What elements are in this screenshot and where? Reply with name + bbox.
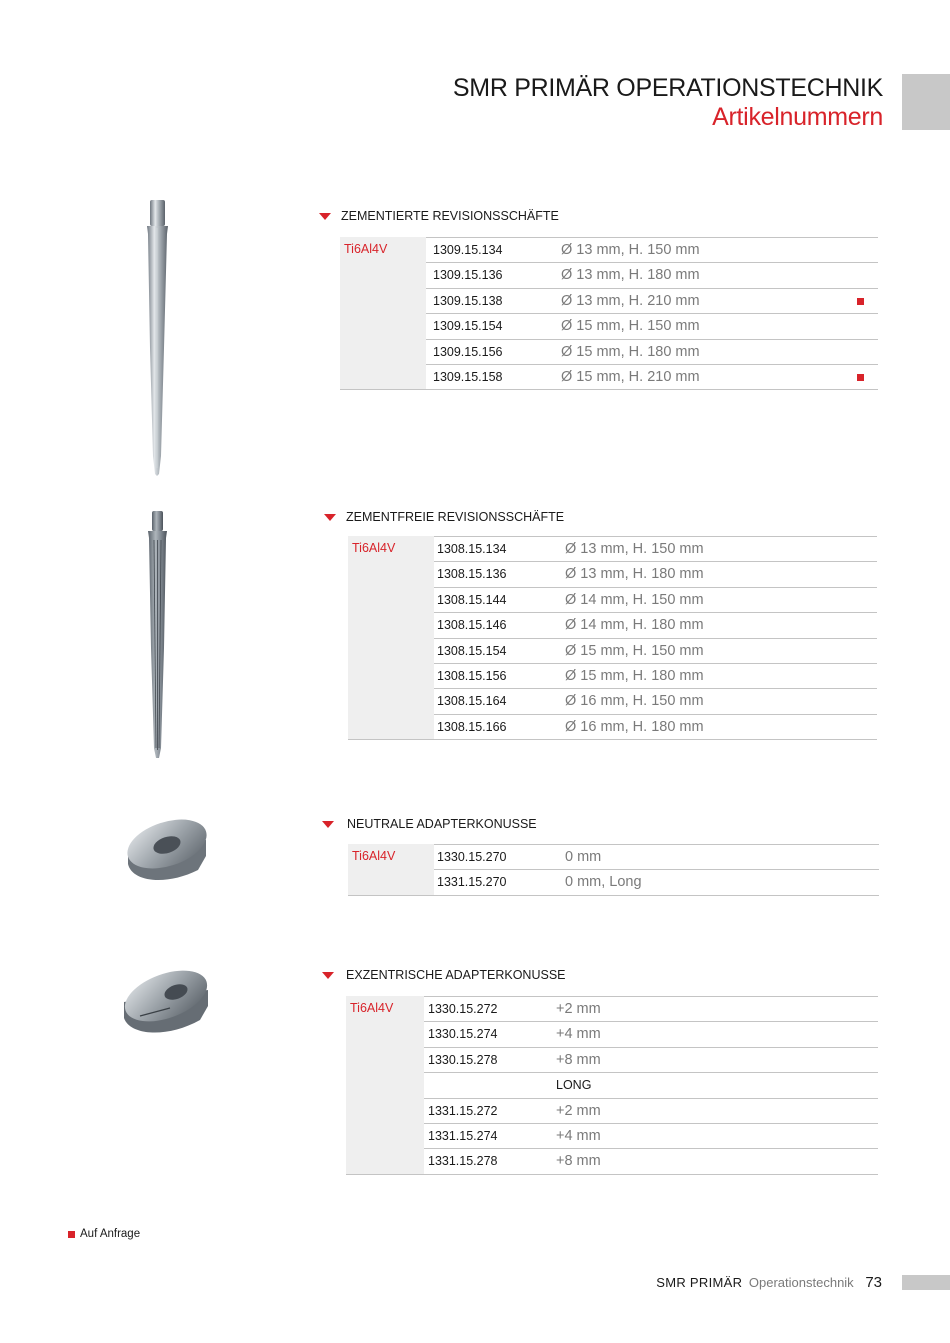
article-description: +8 mm bbox=[556, 1153, 601, 1170]
article-number: 1331.15.278 bbox=[428, 1154, 498, 1169]
section-title: NEUTRALE ADAPTERKONUSSE bbox=[347, 817, 537, 831]
table-row bbox=[426, 237, 878, 262]
eccentric-adapter-image bbox=[118, 966, 214, 1040]
article-number: 1309.15.154 bbox=[433, 319, 503, 334]
article-table bbox=[348, 536, 877, 740]
cemented-stem-image bbox=[138, 198, 178, 480]
table-row bbox=[434, 869, 879, 894]
article-description: Ø 16 mm, H. 180 mm bbox=[565, 718, 704, 735]
section-heading bbox=[322, 968, 566, 982]
article-number: 1309.15.156 bbox=[433, 344, 503, 359]
table-row bbox=[426, 313, 878, 338]
triangle-marker-icon bbox=[322, 972, 334, 979]
table-row bbox=[424, 1047, 878, 1072]
article-description: Ø 13 mm, H. 180 mm bbox=[565, 566, 704, 583]
table-row bbox=[434, 844, 879, 869]
table-row bbox=[424, 1098, 878, 1123]
legend bbox=[68, 1228, 140, 1240]
article-table bbox=[348, 844, 879, 896]
cementless-stem-image bbox=[140, 508, 176, 762]
table-row bbox=[434, 561, 877, 586]
material-label: Ti6Al4V bbox=[350, 1001, 394, 1015]
material-column bbox=[340, 237, 426, 389]
article-description: Ø 15 mm, H. 210 mm bbox=[561, 369, 700, 385]
article-number: 1308.15.134 bbox=[437, 542, 507, 556]
article-number: 1331.15.272 bbox=[428, 1103, 498, 1118]
section-title: EXZENTRISCHE ADAPTERKONUSSE bbox=[346, 968, 566, 982]
table-row bbox=[426, 262, 878, 287]
section-heading bbox=[322, 817, 537, 831]
page-title: SMR PRIMÄR OPERATIONSTECHNIK bbox=[452, 74, 883, 102]
on-request-marker-icon bbox=[857, 374, 864, 381]
table-row bbox=[434, 638, 877, 663]
material-label: Ti6Al4V bbox=[352, 541, 396, 555]
section-cementless-stems bbox=[324, 510, 879, 742]
section-heading bbox=[319, 209, 559, 223]
article-description: Ø 13 mm, H. 150 mm bbox=[565, 541, 704, 557]
triangle-marker-icon bbox=[324, 514, 336, 521]
section-neutral-adapters bbox=[322, 817, 880, 897]
article-description: 0 mm, Long bbox=[565, 874, 642, 891]
article-description: Ø 16 mm, H. 150 mm bbox=[565, 693, 704, 710]
table-row bbox=[434, 536, 877, 561]
page-subtitle: Artikelnummern bbox=[712, 103, 883, 131]
article-number: 1308.15.164 bbox=[437, 694, 507, 709]
article-number: 1331.15.270 bbox=[437, 875, 507, 890]
article-description: Ø 14 mm, H. 180 mm bbox=[565, 617, 704, 634]
article-number: 1308.15.144 bbox=[437, 592, 507, 607]
table-subheading-row bbox=[424, 1072, 878, 1097]
article-number: 1308.15.156 bbox=[437, 669, 507, 683]
article-description: Ø 15 mm, H. 180 mm bbox=[561, 343, 700, 360]
article-number: 1309.15.138 bbox=[433, 293, 503, 308]
triangle-marker-icon bbox=[322, 821, 334, 828]
table-row bbox=[434, 612, 877, 637]
section-title: ZEMENTFREIE REVISIONSSCHÄFTE bbox=[346, 510, 565, 524]
article-description: Ø 14 mm, H. 150 mm bbox=[565, 591, 704, 608]
page-number: 73 bbox=[865, 1274, 882, 1291]
article-number: 1331.15.274 bbox=[428, 1129, 498, 1143]
triangle-marker-icon bbox=[319, 213, 331, 220]
table-row bbox=[426, 339, 878, 364]
table-row bbox=[424, 996, 878, 1021]
table-row bbox=[434, 587, 877, 612]
article-description: Ø 13 mm, H. 180 mm bbox=[561, 267, 700, 284]
material-label: Ti6Al4V bbox=[344, 242, 388, 256]
material-column bbox=[348, 536, 434, 739]
article-number: 1330.15.274 bbox=[428, 1027, 498, 1042]
article-description: Ø 15 mm, H. 180 mm bbox=[565, 668, 704, 684]
section-heading bbox=[324, 510, 564, 524]
article-number: 1330.15.278 bbox=[428, 1052, 498, 1067]
table-row bbox=[424, 1123, 878, 1148]
article-number: 1330.15.272 bbox=[428, 1002, 498, 1016]
table-row bbox=[426, 364, 878, 389]
section-cemented-stems bbox=[319, 209, 879, 391]
footer-tab bbox=[902, 1275, 950, 1290]
article-description: 0 mm bbox=[565, 849, 602, 865]
on-request-marker-icon bbox=[857, 298, 864, 305]
article-number: 1330.15.270 bbox=[437, 850, 507, 864]
footer-section: Operationstechnik bbox=[748, 1275, 854, 1290]
article-number: 1308.15.154 bbox=[437, 643, 507, 658]
page-footer bbox=[656, 1274, 882, 1291]
article-number: 1308.15.146 bbox=[437, 618, 507, 633]
table-row bbox=[434, 714, 877, 739]
article-description: +8 mm bbox=[556, 1051, 601, 1068]
corner-tab bbox=[902, 74, 950, 130]
article-number: 1308.15.136 bbox=[437, 567, 507, 582]
section-eccentric-adapters bbox=[322, 968, 880, 1176]
material-column bbox=[348, 844, 434, 895]
material-label: Ti6Al4V bbox=[352, 849, 396, 863]
article-description: Ø 15 mm, H. 150 mm bbox=[561, 318, 700, 335]
article-number: 1308.15.166 bbox=[437, 719, 507, 734]
article-number: 1309.15.136 bbox=[433, 268, 503, 283]
article-number: 1309.15.158 bbox=[433, 370, 503, 384]
article-description: Ø 13 mm, H. 210 mm bbox=[561, 292, 700, 309]
table-row bbox=[426, 288, 878, 313]
article-description: Ø 13 mm, H. 150 mm bbox=[561, 242, 700, 258]
table-row bbox=[434, 688, 877, 713]
article-table bbox=[340, 237, 878, 390]
article-table bbox=[346, 996, 878, 1175]
table-row bbox=[424, 1021, 878, 1046]
article-description: +2 mm bbox=[556, 1001, 601, 1017]
article-description: Ø 15 mm, H. 150 mm bbox=[565, 642, 704, 659]
table-row bbox=[434, 663, 877, 688]
section-title: ZEMENTIERTE REVISIONSSCHÄFTE bbox=[341, 209, 559, 223]
footer-brand: SMR PRIMÄR bbox=[656, 1275, 743, 1290]
legend-label: Auf Anfrage bbox=[80, 1228, 141, 1240]
article-description: +2 mm bbox=[556, 1102, 601, 1119]
article-description: +4 mm bbox=[556, 1128, 601, 1144]
article-number: 1309.15.134 bbox=[433, 243, 503, 257]
material-column bbox=[346, 996, 424, 1174]
article-description: +4 mm bbox=[556, 1026, 601, 1043]
table-row bbox=[424, 1148, 878, 1173]
subheading-label: LONG bbox=[556, 1078, 592, 1093]
on-request-marker-icon bbox=[68, 1231, 75, 1238]
neutral-adapter-image bbox=[122, 816, 212, 888]
